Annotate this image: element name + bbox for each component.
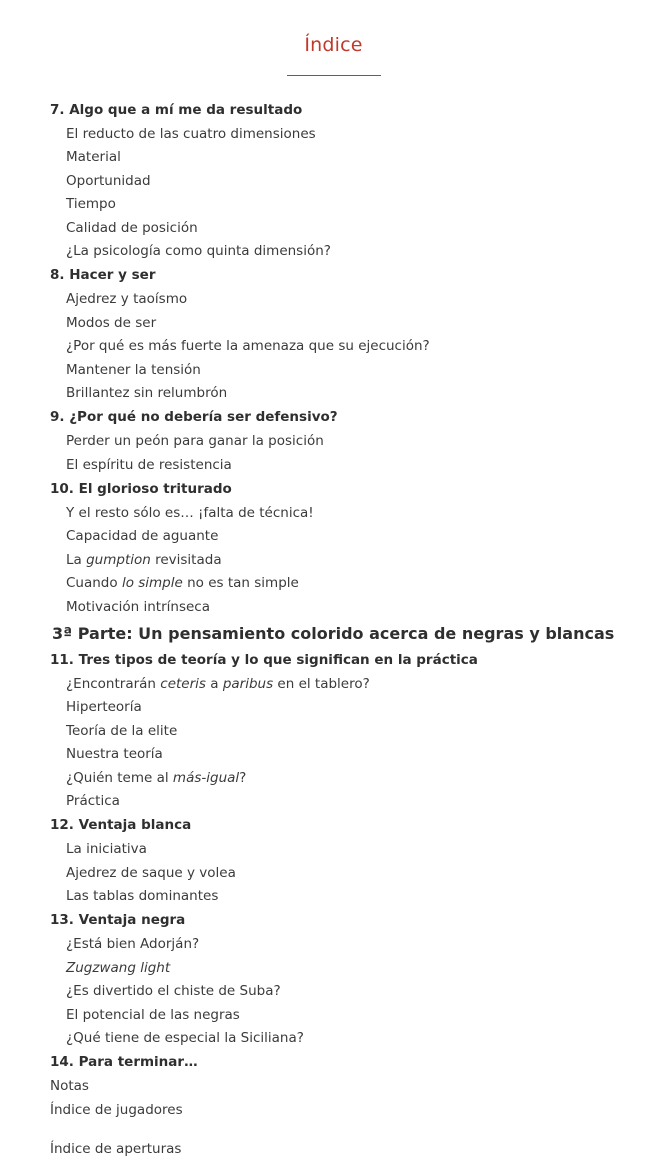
toc-entry-sub[interactable]: Práctica — [66, 793, 120, 809]
toc-entry-sub[interactable]: Cuando lo simple no es tan simple — [66, 575, 299, 591]
toc-entry-sub[interactable]: Y el resto sólo es… ¡falta de técnica! — [66, 504, 314, 521]
toc-entry-chapter[interactable]: 12. Ventaja blanca — [50, 817, 192, 833]
toc-entry-sub[interactable]: Nuestra teoría — [66, 746, 163, 762]
toc-entry-sub[interactable]: ¿Es divertido el chiste de Suba? — [66, 983, 281, 999]
toc-entry-sub[interactable]: La gumption revisitada — [66, 551, 222, 568]
toc-entry-flush[interactable]: Índice de jugadores — [50, 1101, 183, 1118]
toc-entry-sub[interactable]: El espíritu de resistencia — [66, 456, 232, 473]
toc-entry-chapter[interactable]: 13. Ventaja negra — [50, 912, 186, 928]
toc-entry-sub[interactable]: Capacidad de aguante — [66, 528, 219, 544]
toc-entry-sub[interactable]: El potencial de las negras — [66, 1006, 240, 1023]
toc-entry-flush[interactable]: Notas — [50, 1078, 89, 1094]
toc-entry-sub[interactable]: Zugzwang light — [66, 959, 171, 976]
toc-entry-sub[interactable]: Oportunidad — [66, 172, 151, 189]
toc-entry-sub[interactable]: Ajedrez de saque y volea — [66, 864, 236, 881]
toc-entry-sub[interactable]: Mantener la tensión — [66, 361, 201, 378]
toc-entry-sub[interactable]: Hiperteoría — [66, 699, 142, 715]
toc-entry-sub[interactable]: Modos de ser — [66, 314, 157, 331]
toc-entry-flush-gap[interactable]: Índice de aperturas — [50, 1141, 182, 1157]
toc-entry-chapter[interactable]: 9. ¿Por qué no debería ser defensivo? — [50, 409, 338, 425]
toc-entry-chapter[interactable]: 14. Para terminar… — [50, 1054, 198, 1070]
toc-entry-chapter[interactable]: 10. El glorioso triturado — [50, 480, 232, 497]
toc-entry-sub[interactable]: Brillantez sin relumbrón — [66, 385, 228, 401]
toc-entry-sub[interactable]: La iniciativa — [66, 841, 147, 857]
toc-entry-sub[interactable]: Material — [66, 149, 121, 165]
toc-entry-sub[interactable]: Las tablas dominantes — [66, 888, 219, 904]
toc-entry-sub[interactable]: ¿Está bien Adorján? — [66, 936, 200, 952]
toc-entry-sub[interactable]: Tiempo — [66, 196, 116, 212]
toc-entry-sub[interactable]: Teoría de la elite — [66, 722, 178, 739]
toc-entry-part[interactable]: 3ª Parte: Un pensamiento colorido acerca de negras y blancas — [52, 624, 615, 643]
toc-entry-chapter[interactable]: 8. Hacer y ser — [50, 267, 156, 283]
toc-entry-sub[interactable]: ¿Quién teme al más-igual? — [66, 769, 247, 786]
toc-entry-sub[interactable]: Perder un peón para ganar la posición — [66, 433, 324, 449]
toc-entry-sub[interactable]: Motivación intrínseca — [66, 598, 210, 615]
toc-entry-sub[interactable]: ¿Por qué es más fuerte la amenaza que su ejecución? — [66, 338, 430, 354]
toc-entry-chapter[interactable]: 11. Tres tipos de teoría y lo que significan en la práctica — [50, 651, 478, 668]
toc-entry-sub[interactable]: Ajedrez y taoísmo — [66, 291, 188, 307]
toc-entry-sub[interactable]: ¿Qué tiene de especial la Siciliana? — [66, 1030, 304, 1046]
toc-entry-sub[interactable]: ¿La psicología como quinta dimensión? — [66, 243, 331, 259]
toc-entry-chapter[interactable]: 7. Algo que a mí me da resultado — [50, 101, 303, 118]
table-of-contents — [0, 76, 667, 1162]
toc-entry-sub[interactable]: Calidad de posición — [66, 219, 198, 236]
toc-entry-sub[interactable]: ¿Encontrarán ceteris a paribus en el tablero? — [66, 675, 370, 692]
page-title: Índice — [304, 34, 363, 56]
toc-entry-sub[interactable]: El reducto de las cuatro dimensiones — [66, 125, 316, 142]
